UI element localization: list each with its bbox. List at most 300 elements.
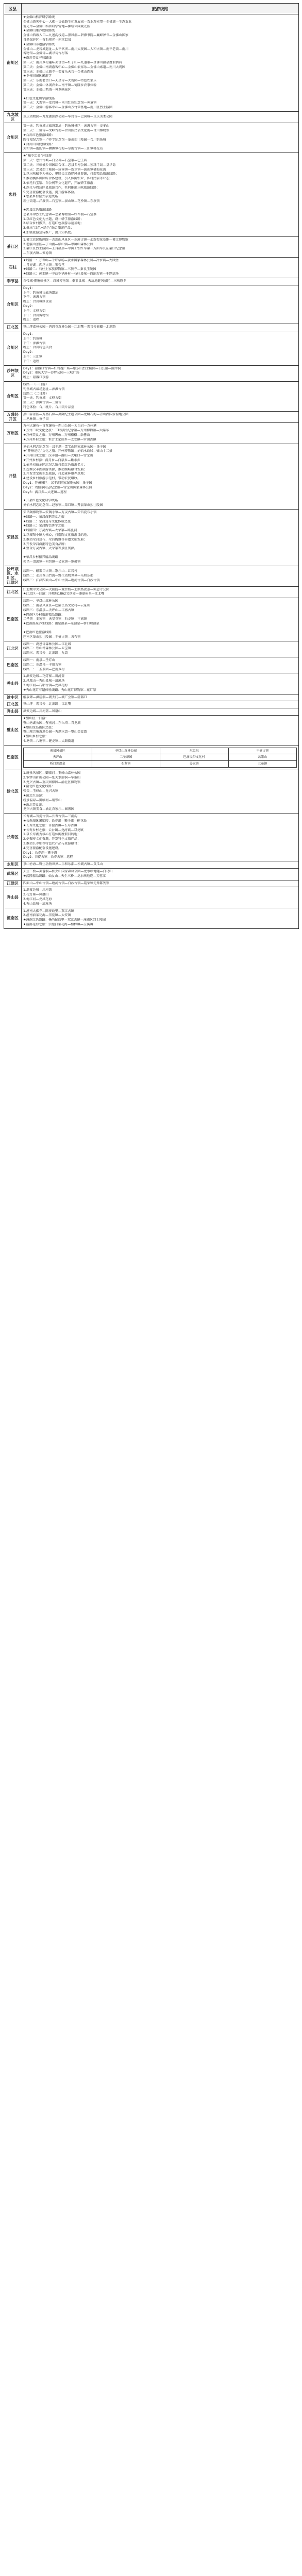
- route-content-cell: [22, 423, 299, 444]
- route-line: 第二天：金佛山休闲农业—南平镇—德隆乡农事体验: [23, 83, 97, 87]
- route-line: Day1：开州城区—汉丰湖国家湿地公园—举子园: [23, 481, 92, 485]
- route-content-cell: [22, 236, 299, 257]
- route-content-cell: [22, 887, 299, 908]
- route-line: 新生街道—洋渡镇—石宝镇—拔山镇—花桥镇—东溪镇: [23, 199, 100, 204]
- route-line: 4.深化与周边区县旅游合作，共同推出三峡旅游线路；: [23, 185, 100, 190]
- table-row: [4, 715, 299, 745]
- route-line: 1.以红色文化为主题，设计研学旅游线路；: [23, 217, 84, 221]
- route-line: ★万州美食之旅：万州烤鱼—万州格格—杂酱面: [23, 433, 90, 437]
- district-cell: 九龙坡区: [4, 111, 22, 123]
- district-cell: 万盛经开区: [4, 411, 22, 423]
- route-line: 荣昌—清流镇—河包镇—吴家镇—铜鼓镇: [23, 560, 81, 564]
- route-line: 解放碑—洪崖洞—朝天门—湖广会馆—磁器口: [23, 695, 87, 699]
- route-line: ★开州山水之旅：汉丰湖—南山—大垭口—雪宝山: [23, 454, 93, 458]
- route-line: 晚上：磁器口夜游: [23, 376, 49, 380]
- district-cell: 合川区: [4, 331, 22, 366]
- table-row: [4, 694, 299, 701]
- table-row: [4, 509, 299, 566]
- table-row: [4, 566, 299, 586]
- route-line: 线路二：东温泉—丰盛古镇: [23, 663, 62, 667]
- district-cell: 潼南区: [4, 908, 22, 928]
- route-line: [23, 204, 297, 208]
- route-line: ★渝北红色文化线路：: [23, 785, 55, 789]
- table-row: [4, 673, 299, 694]
- district-cell: 巴南区: [4, 657, 22, 673]
- route-line: [23, 495, 297, 499]
- table-row: [4, 444, 299, 509]
- route-line: 天生三桥—芙蓉洞—仙女山国家森林公园—龙水峡地缝—白马山: [23, 870, 113, 874]
- table-body-continued: [4, 770, 299, 929]
- route-content-cell: [22, 715, 299, 745]
- route-line: Day2：刘伯承同志纪念馆—雪宝山国家森林公园: [23, 485, 92, 489]
- route-line: 3.开发雪宝山生态旅游，打造森林康养基地；: [23, 472, 87, 476]
- route-line: 重庆动物园—九龙湖滨湖公园—华岩寺—巴国城—重庆美术公园: [23, 115, 113, 119]
- spot-cell: 姜家镇: [160, 761, 229, 768]
- route-line: ★线路一：荣昌卤鹅美食之旅: [23, 515, 64, 519]
- spot-cell: 南泉风景区: [24, 748, 92, 754]
- route-line: 龙兴古镇美食—渝北农家乐—园博园: [23, 807, 74, 811]
- spot-cell: 东温泉: [160, 748, 229, 754]
- route-line: ★巴南红色旅游线路: [23, 630, 52, 634]
- route-line: 2.结合乡村振兴，打造红色旅游示范基地；: [23, 222, 84, 226]
- route-content-cell: [22, 673, 299, 694]
- route-content-cell: [22, 641, 299, 657]
- route-line: 1.洪安边城—川河盖: [23, 888, 52, 892]
- district-cell: 忠县: [4, 153, 22, 237]
- route-line: ★红色文化研学游线路: [23, 96, 55, 100]
- route-line: —丛林镇—鱼子岗: [23, 417, 49, 421]
- table-row: [4, 257, 299, 278]
- district-cell: 合川区: [4, 285, 22, 324]
- spots-grid-row: [24, 761, 297, 768]
- table-body: [4, 14, 299, 745]
- route-line: 2.推动橘乡田园综合体建设，引入休闲农业、乡村民宿等业态；: [23, 177, 112, 181]
- route-line: 1.潼南大佛寺—陈抟故里—双江古镇: [23, 909, 74, 913]
- route-line: 2.潼南油菜花海—崇龛镇—太安镇: [23, 913, 71, 918]
- route-line: 3.开发荣昌卤鹅特色美食品牌；: [23, 542, 68, 546]
- route-line: 下午：返程: [23, 359, 39, 363]
- route-line: ★忠县乡村振兴示范线路: [23, 195, 58, 199]
- route-content-cell: [22, 14, 299, 112]
- spot-cell: 丰盛古镇: [228, 748, 297, 754]
- route-line: Day1：: [23, 332, 35, 336]
- table-row: [4, 880, 299, 887]
- spot-cell: 云篆山: [228, 754, 297, 761]
- route-content-cell: [22, 586, 299, 598]
- route-line: ★巴南温泉养生线路：南泉温泉—东温泉—桥口坝温泉: [23, 622, 99, 626]
- table-row: [4, 14, 299, 112]
- district-cell: 渝中区: [4, 694, 22, 701]
- route-line: 线路二：铁山坪森林公园—五宝镇: [23, 647, 71, 651]
- table-row: [4, 365, 299, 381]
- district-cell: 江北区: [4, 701, 22, 708]
- route-line: 铁山坪—观音桥—北滨路—江北嘴: [23, 702, 71, 706]
- route-line: Day1：磁器口古镇—红岩魂广场—歌乐山烈士陵园—白公馆—渣滓洞: [23, 366, 121, 370]
- route-line: 线路二：南泉风景区—巴渝民俗文化村—云篆山: [23, 603, 90, 607]
- district-cell: 石柱: [4, 257, 22, 278]
- route-line: 第一天：忠州古城—白公祠—石宝寨—巴王庙: [23, 158, 87, 162]
- route-line: ★潼南花海之旅：崇龛油菜花海—柏梓镇—玉溪镇: [23, 922, 93, 926]
- route-content-cell: [22, 444, 299, 509]
- route-line: 特色体验：合川桃片、合川肉片品尝: [23, 405, 74, 409]
- route-line: 4.整合万灵古镇、大荣寨等景区资源。: [23, 547, 77, 551]
- table-row: [4, 331, 299, 366]
- district-cell: 合川区: [4, 382, 22, 412]
- route-line: 线路二：永川茶山竹海—野生动物世界—乐和乐都: [23, 573, 94, 578]
- route-line: 刘伯承同志纪念馆—汉丰湖—雪宝山国家森林公园—举子园: [23, 445, 106, 449]
- route-line: 江北嘴中央公园—大剧院—观音桥—北滨路夜景—鸿恩寺公园: [23, 587, 110, 591]
- route-line: 金佛山游客中心—大佛—访仙路生化发展成—农业观光带—金佛湖—生态农业: [23, 20, 132, 24]
- route-line: 白帝城·瞿塘峡景区—诗城博物馆—奉节县城—天坑地缝风景区—三峡原乡: [23, 279, 126, 283]
- table-row: [4, 701, 299, 708]
- table-row: [4, 770, 299, 814]
- route-content-cell: [22, 324, 299, 331]
- route-line: [23, 93, 297, 97]
- table-row: [4, 887, 299, 908]
- table-row: [4, 598, 299, 641]
- route-line: 线路一：南泉—圣灯山: [23, 658, 55, 662]
- route-line: 黑山谷景区—万盛石林—奥陶纪主题公园—龙鳞石海—青山湖国家湿地公园: [23, 412, 129, 416]
- route-line: 万州大瀑布—青龙瀑布—西山公园—太白岩—万州港: [23, 424, 97, 428]
- header-district: 区县: [4, 4, 22, 14]
- route-line: ★线路三：黄水镇—中益乡华溪村—石柱县城—西沱古镇—千野草场: [23, 272, 119, 276]
- route-content-cell: [22, 598, 299, 641]
- spot-cell: 巴渝民俗文化村: [160, 754, 229, 761]
- spot-cell: 石龙镇: [92, 761, 160, 768]
- route-line: 4.秀山县城—清溪场: [23, 902, 52, 906]
- route-line: ★金佛山科普研学路线: [23, 15, 55, 19]
- route-line: 1.以长寿湖为核心打造休闲度假目的地；: [23, 833, 81, 837]
- table-row: [4, 153, 299, 237]
- district-cell: 江北区: [4, 586, 22, 598]
- route-line: 金佛山西坡入口—九递沟栈道—黑风洞—碧潭书院—巍峰禅寺—金佛山国家: [23, 33, 129, 38]
- route-line: 1.依托刘伯承同志纪念馆打造红色旅游名片；: [23, 463, 87, 467]
- header-routes: 旅游线路: [22, 4, 299, 14]
- route-line: [23, 551, 297, 555]
- route-content-cell: [22, 153, 299, 237]
- route-line: Day1：长寿湖—狮子滩: [23, 851, 57, 855]
- route-line: 第二天：三峡橘乡田园综合体—忠县乡村公园—独珠半岛—皇华岛: [23, 163, 116, 167]
- route-line: 2.凤凰山—秀山县城—清溪场: [23, 679, 65, 683]
- route-content-cell: [22, 708, 299, 716]
- route-line: 上午：文峰古街: [23, 309, 46, 313]
- route-line: ★开州乡村游：满月乡—白泉乡—紫水乡: [23, 458, 80, 462]
- route-line: ★线路四：万灵古镇—大荣寨—路孔河: [23, 529, 77, 533]
- route-line: 张关—玉峰山—龙兴古镇: [23, 789, 59, 793]
- route-content-cell: [22, 382, 299, 412]
- route-line: 忠县革命烈士纪念碑—忠县博物馆—红军渡—石宝寨: [23, 212, 97, 216]
- route-line: 4.建设乡村旅游示范村，带动农民增收。: [23, 477, 81, 481]
- route-line: Day3：满月乡—大进镇—返程: [23, 490, 67, 494]
- route-content-cell: [22, 566, 299, 586]
- spot-cell: 桥口坝温泉: [24, 761, 92, 768]
- route-line: 第三天：金佛山大德寺—美宴乐天台—金佛山西坡: [23, 70, 94, 74]
- route-line: 3.梅江河—石耶古镇—龙凤花海: [23, 683, 68, 687]
- route-line: 2.挖掘寿文化资源，开发特色文旅产品；: [23, 837, 81, 841]
- table-row: [4, 111, 299, 123]
- route-line: ★乡村田园休闲游学: [23, 74, 52, 78]
- district-cell: 永川区: [4, 861, 22, 869]
- route-line: 5.完善旅游配套设施，提升游客体验。: [23, 190, 77, 194]
- district-cell: 綦江区: [4, 236, 22, 257]
- route-line: 晚上：返程: [23, 318, 39, 322]
- route-line: 七塘镇—八塘镇—健龙镇—大路街道: [23, 739, 74, 743]
- route-line: 线路一：磁器口古镇—歌乐山—红岩村: [23, 569, 78, 573]
- route-line: —东溪古镇—安稳镇: [23, 251, 52, 256]
- spot-cell: 二圣茶园: [92, 754, 160, 761]
- route-line: ★江北区一日游：洋炮局1862文创园—鎏嘉码头—江北嘴: [23, 592, 105, 596]
- route-line: ★线路二：石柱土家族博物馆—三教寺—秦良玉陵园: [23, 267, 96, 272]
- route-line: ★合川田园度假线路：: [23, 142, 55, 146]
- table-row: [4, 745, 299, 770]
- route-line: 第二天：金佛山南坡游客中心—金佛山农家乐—金佛山索道—南川大观园: [23, 65, 125, 69]
- route-line: 1.洪安边城—花灯寨—川河盖: [23, 674, 65, 679]
- route-line: 4.完善旅游配套设施建设。: [23, 846, 61, 850]
- table-row: [4, 657, 299, 673]
- route-line: ★金佛山康养度假路线: [23, 29, 55, 33]
- table-row: [4, 278, 299, 285]
- route-line: ★潼南红色线路：杨尚昆故里—双江古镇—潼南区烈士陵园: [23, 918, 106, 922]
- spot-cell: 天坪山: [24, 754, 92, 761]
- route-line: 线路三：江津四面山—中山古镇—塘河古镇—白沙古镇: [23, 578, 100, 582]
- route-content-cell: [22, 123, 299, 153]
- route-line: [23, 626, 297, 631]
- route-line: 2.铜锣山矿山公园—张关水溶洞—华蓥山: [23, 775, 81, 779]
- route-line: ★金佛山非遗游学路线: [23, 42, 55, 46]
- route-line: ★荣昌乡村振兴精品线路: [23, 555, 58, 560]
- district-cell: 沙坪坝区: [4, 365, 22, 381]
- route-line: ★南川美食寻味路线: [23, 56, 52, 60]
- route-line: 陶行知纪念馆—卢作孚纪念馆—革命烈士陵园—合川钓鱼城: [23, 138, 106, 142]
- route-line: ★璧山区一日游：: [23, 716, 48, 720]
- route-line: 自然保护区—奇石观光—南京温泉: [23, 38, 71, 42]
- route-line: ★万州乡村之旅：恒合土家族乡—太安镇—罗田古镇: [23, 437, 96, 442]
- route-line: 观光带—金佛山科普研学营地—佛塔休闲观光区: [23, 24, 90, 28]
- district-cell: 武隆区: [4, 869, 22, 880]
- route-line: 3.梅江河—龙凤花海: [23, 897, 52, 901]
- route-line: 第二天：金佛山游客中心—金佛山方竹笋基地—南川区烈士陵园: [23, 106, 113, 110]
- table-row: [4, 708, 299, 716]
- route-content-cell: [22, 509, 299, 566]
- table-row: [4, 861, 299, 869]
- route-line: ★万州三峡文化之旅：三峡移民纪念馆—万州博物馆—大瀑布: [23, 429, 109, 433]
- route-line: Day2：: [23, 350, 35, 354]
- route-line: 洪安边城—川河盖—凤凰山: [23, 709, 62, 714]
- route-line: ★渝北美食游：: [23, 803, 45, 807]
- route-line: Day2：菩提古镇—长寿古镇—返程: [23, 855, 73, 859]
- route-line: 钓鱼城古战场遗址—涞滩古镇: [23, 387, 65, 391]
- route-content-cell: [22, 880, 299, 887]
- route-line: 线路一：圣灯山森林公园: [23, 599, 59, 603]
- route-line: 上午：钓鱼城古战场遗址: [23, 291, 59, 295]
- route-line: 金佛山—龙岩城遗址—太平官坝—南川大观园—人和古镇—南平老街—南川: [23, 47, 129, 51]
- route-content-cell: [22, 278, 299, 285]
- route-line: ★长寿文化之旅：菩提古镇—长寿古镇: [23, 823, 77, 827]
- route-line: 1.以三峡橘乡为核心，串联长江沿岸风景资源，打造精品旅游线路；: [23, 172, 119, 176]
- route-line: 3.龙兴古镇—重庆园博园—渝北区博物馆: [23, 780, 81, 784]
- route-line: 线路二（二日游）: [23, 392, 49, 396]
- table-row: [4, 285, 299, 324]
- route-line: 第二天：二佛寺—文峰古街—合川区民俗文化街—合川博物馆: [23, 129, 110, 133]
- route-line: 上午：钓鱼城: [23, 336, 43, 341]
- table-row: [4, 123, 299, 153]
- route-line: 晚上：合川特色美食: [23, 346, 52, 350]
- document-page: [4, 3, 298, 929]
- district-cell: 秀山县: [4, 887, 22, 908]
- route-content-cell: [22, 701, 299, 708]
- route-line: 第一天：钓鱼城古战场遗址—钓鱼城景区—涞滩古镇—龙多山: [23, 124, 110, 128]
- route-grid-cell: [22, 745, 299, 770]
- route-line: 璧山秀湖公园—璧南河—东岳塔—青龙湖: [23, 721, 81, 725]
- district-cell: 南川区: [4, 14, 22, 112]
- district-cell: 渝北区: [4, 770, 22, 814]
- spots-grid-row: [24, 748, 297, 754]
- routes-table: [4, 3, 299, 929]
- route-line: ★开县红色文化研学线路: [23, 499, 58, 503]
- route-content-cell: [22, 908, 299, 928]
- route-line: 二圣镇—姜家镇—天星寺镇—石龙镇—丰盛镇: [23, 617, 87, 621]
- route-line: 2.推动荣昌夏布、荣昌陶器等非遗文创发展；: [23, 537, 87, 541]
- spots-grid-row: [24, 754, 297, 761]
- table-row: [4, 411, 299, 423]
- route-line: 下午：涞滩古镇: [23, 295, 46, 299]
- table-row: [4, 423, 299, 444]
- spots-grid: [23, 748, 297, 768]
- route-content-cell: [22, 694, 299, 701]
- route-line: ★线路二：荣昌夏布文化体验之旅: [23, 519, 71, 523]
- district-cell: 秀山县: [4, 673, 22, 694]
- route-line: ★长寿乡村之旅：云台镇—龙河镇—双龙镇: [23, 828, 83, 832]
- route-content-cell: [22, 869, 299, 880]
- district-cell: 长寿区: [4, 814, 22, 861]
- district-cell: 巴南区: [4, 598, 22, 641]
- route-line: 2.花灯寨—凤凰山: [23, 893, 49, 897]
- route-line: 统景温泉—御临河—铜锣山: [23, 798, 62, 802]
- route-line: 下午：涞滩古镇: [23, 341, 46, 345]
- table-row: [4, 236, 299, 257]
- route-line: 第一天：钓鱼城—文峰古街: [23, 396, 62, 400]
- route-line: 第三天：忠县烈士陵园—汝溪镇—新立镇—拔山镇橘海花海: [23, 167, 106, 172]
- spot-cell: 圣灯山森林公园: [92, 748, 160, 754]
- route-line: ★武隆精品线路：仙女山—天生三桥—龙水峡地缝—芙蓉江: [23, 874, 106, 878]
- route-content-cell: [22, 111, 299, 123]
- route-line: 1.统景风景区—御临河—玉峰山森林公园: [23, 771, 81, 775]
- route-line: 1.綦江农民版画院—古剑山风景区—东溪古镇—永新梨花基地—綦江博物馆: [23, 238, 128, 242]
- district-cell: 秀山县: [4, 708, 22, 716]
- route-line: 2.挖掘汉丰湖旅游资源，推动湖城融合发展；: [23, 467, 87, 471]
- table-row: [4, 586, 299, 598]
- district-cell: 江北区: [4, 641, 22, 657]
- route-content-cell: [22, 285, 299, 324]
- route-line: Day1：: [23, 286, 35, 290]
- route-line: ★“开州记忆”文化之旅：开州博物馆—刘伯承故居—盛山十二景: [23, 449, 112, 453]
- route-line: 线路三：观音桥—北滨路—九街: [23, 651, 68, 655]
- route-line: 巴南区革命烈士陵园—丰盛古镇—五布镇: [23, 635, 81, 639]
- table-row: [4, 814, 299, 861]
- district-cell: 荣昌区: [4, 509, 22, 566]
- route-content-cell: [22, 365, 299, 381]
- route-line: 线路一：鸿恩寺森林公园—江北城: [23, 642, 71, 646]
- route-line: 3.推出“红色+绿色”融合旅游产品；: [23, 226, 74, 230]
- route-line: 太和镇—渭沱镇—狮滩镇花海—草街古镇—三汇镇桃花岛: [23, 147, 103, 151]
- route-line: ★合川红色旅游线路：: [23, 133, 55, 137]
- table-grid-body: [4, 745, 299, 770]
- route-line: ★渝北生态游：: [23, 794, 45, 798]
- route-line: 博物馆—金佛寺—湖寻访古村落: [23, 52, 68, 56]
- route-line: ★璧山乡村之旅：: [23, 735, 48, 739]
- route-line: 3.綦江区烈士陵园—王良故居—中国工农红军第一方面军长征綦江纪念馆: [23, 247, 125, 251]
- route-line: ★长寿湖休闲度假：长寿湖—狮子滩—桃花岛: [23, 819, 87, 823]
- route-line: 线路三：二圣茶园—巴南乡村: [23, 667, 65, 671]
- route-line: 第一天：南川乡村趣味美食街—红子山—九递寨—金佛山温泉度假酒店: [23, 60, 122, 64]
- route-content-cell: [22, 861, 299, 869]
- route-line: 璧山观音塘湿地公园—秀湖水街—璧山美食街: [23, 730, 87, 734]
- route-line: 刘伯承同志纪念馆—赵家镇—渠口镇—开县革命烈士陵园: [23, 503, 103, 507]
- route-line: 晚上：合川城区夜景: [23, 300, 52, 304]
- route-line: ★巴南区乡村旅游精品线路：: [23, 613, 64, 617]
- route-line: ★“橘乡忠县”环线游: [23, 154, 52, 158]
- district-cell: 江津区: [4, 880, 22, 887]
- route-line: 铁山坪森林公园—鸿恩寺森林公园—江北嘴—观音桥商圈—北滨路: [23, 325, 116, 329]
- table-row: [4, 382, 299, 412]
- table-header-row: [4, 4, 299, 14]
- route-content-cell: [22, 331, 299, 366]
- route-line: 线路三：东温泉—天坪山—丰盛古镇: [23, 608, 74, 612]
- route-line: 第三天：金佛山西坡—神龙峡景区: [23, 88, 71, 92]
- route-line: 1.以安陶小镇为核心，打造陶文化旅游目的地；: [23, 533, 90, 537]
- table-row: [4, 908, 299, 928]
- table-row: [4, 324, 299, 331]
- spot-cell: 五布镇: [228, 761, 297, 768]
- route-content-cell: [22, 411, 299, 423]
- route-line: 长寿湖—菩提古镇—长寿古镇—三洞沟: [23, 815, 78, 819]
- district-cell: 沙坪坝区、永川区、江津区: [4, 566, 22, 586]
- route-line: 下午：合川博物馆: [23, 313, 49, 317]
- route-line: 2.老瀛山景区—丁山湖—横山镇—翠屏山森林公园: [23, 242, 93, 246]
- route-line: 3.依托石宝寨、白公祠等文化遗产，开展研学旅游；: [23, 181, 97, 185]
- route-line: ★璧山绿岛新区之旅：: [23, 725, 55, 730]
- district-cell: 开县: [4, 444, 22, 509]
- route-line: ★忠县红色旅游线路: [23, 208, 52, 212]
- district-cell: 合川区: [4, 123, 22, 153]
- district-cell: 万州区: [4, 423, 22, 444]
- route-content-cell: [22, 257, 299, 278]
- route-line: 第二天：涞滩古镇—二佛寺: [23, 401, 62, 405]
- route-line: 3.推动长寿柚等特色农产品与旅游融合；: [23, 842, 81, 846]
- route-content-cell: [22, 657, 299, 673]
- district-cell: 璧山区: [4, 715, 22, 745]
- route-line: ★秀山花灯非遗体验线路：秀山花灯博物馆—花灯寨: [23, 688, 96, 692]
- route-content-cell: [22, 770, 299, 814]
- route-line: 线路一（一日游）: [23, 383, 49, 387]
- district-cell: 巴南区: [4, 745, 22, 770]
- table-row: [4, 869, 299, 880]
- route-line: 茶山竹海—野生动物世界—乐和乐都—松溉古镇—黄瓜山: [23, 862, 103, 867]
- route-line: 第一天：大观镇—龙岩城—南川红色纪念馆—神童镇: [23, 101, 97, 105]
- route-line: ★线路一：万寿山—千野草场—黄水国家森林公园—冷水镇—大风堡: [23, 258, 119, 262]
- route-line: 4.加强旅游宣传推广，提升知名度。: [23, 230, 74, 234]
- route-line: 上午：三汇镇: [23, 355, 43, 359]
- route-line: Day2：: [23, 304, 35, 309]
- route-content-cell: [22, 814, 299, 861]
- district-cell: 奉节县: [4, 278, 22, 285]
- route-line: 第一天：东街老街口—天星寺—大观园—特色农家乐: [23, 79, 97, 83]
- route-line: ★线路三：荣昌陶艺研学之旅: [23, 524, 64, 528]
- district-cell: 江北区: [4, 324, 22, 331]
- route-line: 四面山—中山古镇—塘河古镇—白沙古镇—聂荣臻元帅陈列馆: [23, 881, 110, 885]
- table-row: [4, 641, 299, 657]
- route-line: 荣昌陶博物馆—安陶小镇—万灵古镇—荣昌夏布小镇: [23, 510, 97, 514]
